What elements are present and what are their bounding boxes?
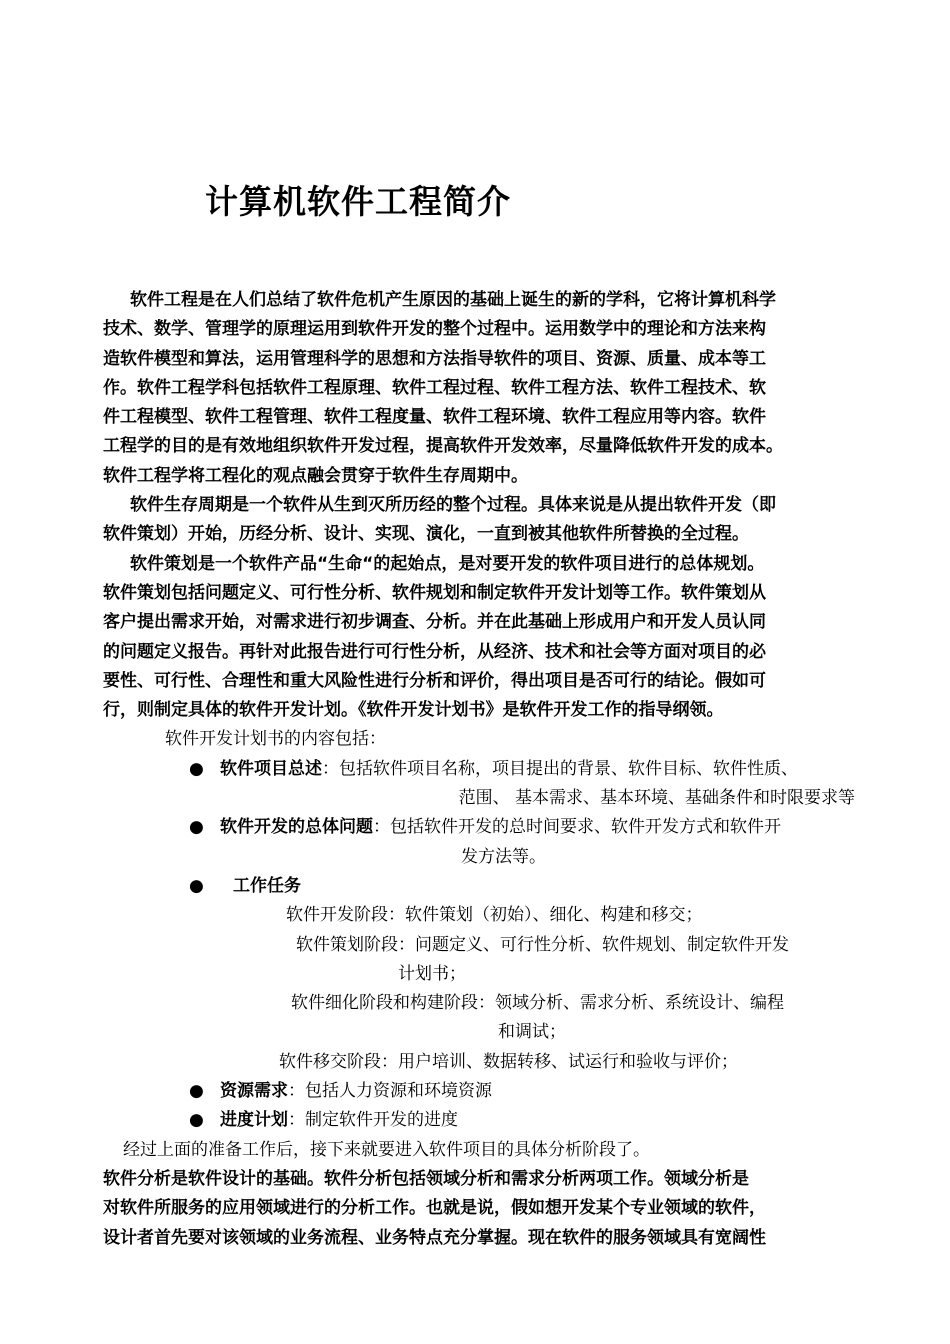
- bullet-label: 软件项目总述: [220, 758, 322, 779]
- text-line: 行，则制定具体的软件开发计划。《软件开发计划书》是软件开发工作的指导纲领。: [103, 700, 724, 721]
- document-body: [103, 286, 863, 1253]
- text-line: 作。软件工程学科包括软件工程原理、软件工程过程、软件工程方法、软件工程技术、软: [103, 377, 766, 398]
- text-line: 的问题定义报告。再针对此报告进行可行性分析，从经济、技术和社会等方面对项目的必: [103, 641, 766, 662]
- bullet-label: 进度计划: [220, 1110, 288, 1131]
- bullet-text: ：包括软件开发的总时间要求、软件开发方式和软件开: [373, 817, 781, 838]
- task-line: 计划书；: [398, 963, 466, 984]
- text-line: 软件工程学将工程化的观点融会贯穿于软件生存周期中。: [103, 465, 528, 486]
- lifecycle-paragraph: [103, 491, 863, 550]
- bullet-text: ：制定软件开发的进度: [288, 1110, 458, 1131]
- intro-paragraph: [103, 286, 863, 491]
- bullet-icon: ●: [189, 817, 204, 838]
- text-line: 对软件所服务的应用领域进行的分析工作。也就是说，假如想开发某个专业领域的软件，: [103, 1198, 766, 1219]
- bullet-text: ：包括软件项目名称，项目提出的背景、软件目标、软件性质、: [322, 758, 798, 779]
- bullet-item-general: [103, 813, 863, 872]
- task-list: [103, 901, 863, 1077]
- bullet-text: ：包括人力资源和环境资源: [288, 1081, 492, 1102]
- bullet-item-schedule: [103, 1106, 863, 1135]
- text-line: 软件策划包括问题定义、可行性分析、软件规划和制定软件开发计划等工作。软件策划从: [103, 582, 766, 603]
- bullet-item-tasks: [103, 872, 863, 901]
- bullet-continuation: 范围、 基本需求、基本环境、基础条件和时限要求等: [458, 788, 855, 809]
- text-line: 软件策划）开始，历经分析、设计、实现、演化，一直到被其他软件所替换的全过程。: [103, 524, 749, 545]
- text-line: 件工程模型、软件工程管理、软件工程度量、软件工程环境、软件工程应用等内容。软件: [103, 407, 766, 428]
- text-line: 技术、数学、管理学的原理运用到软件开发的整个过程中。运用数学中的理论和方法来构: [103, 319, 766, 340]
- task-line: 软件策划阶段：问题定义、可行性分析、软件规划、制定软件开发: [296, 934, 789, 955]
- text-line: 软件策划是一个软件产品“生命“的起始点，是对要开发的软件项目进行的总体规划。: [130, 553, 765, 574]
- bullet-label: 资源需求: [220, 1081, 288, 1102]
- text-line: 软件生存周期是一个软件从生到灭所历经的整个过程。具体来说是从提出软件开发（即: [130, 495, 776, 516]
- text-line: 软件分析是软件设计的基础。软件分析包括领域分析和需求分析两项工作。领域分析是: [103, 1168, 749, 1189]
- text-line: 设计者首先要对该领域的业务流程、业务特点充分掌握。现在软件的服务领域具有宽阔性: [103, 1227, 766, 1248]
- task-line: 和调试；: [498, 1022, 566, 1043]
- plan-contents-heading: 软件开发计划书的内容包括：: [165, 729, 386, 750]
- text-line: 造软件模型和算法，运用管理科学的思想和方法指导软件的项目、资源、质量、成本等工: [103, 348, 766, 369]
- analysis-paragraph: [103, 1165, 863, 1253]
- text-line: 客户提出需求开始，对需求进行初步调查、分析。并在此基础上形成用户和开发人员认同: [103, 612, 766, 633]
- task-line: 软件细化阶段和构建阶段：领域分析、需求分析、系统设计、编程: [291, 993, 784, 1014]
- bullet-icon: ●: [189, 875, 204, 896]
- task-line: 软件移交阶段：用户培训、数据转移、试运行和验收与评价；: [279, 1051, 738, 1072]
- document-title: 计算机软件工程简介: [205, 182, 511, 221]
- text-line: 要性、可行性、合理性和重大风险性进行分析和评价，得出项目是否可行的结论。假如可: [103, 670, 766, 691]
- bullet-icon: ●: [189, 1081, 204, 1102]
- bullet-icon: ●: [189, 758, 204, 779]
- bullet-continuation: 发方法等。: [461, 846, 546, 867]
- bullet-item-resources: [103, 1077, 863, 1106]
- bullet-label: 软件开发的总体问题: [220, 817, 373, 838]
- text-line: 工程学的目的是有效地组织软件开发过程，提高软件开发效率，尽量降低软件开发的成本。: [103, 436, 783, 457]
- task-line: 软件开发阶段：软件策划（初始）、细化、构建和移交；: [286, 905, 703, 926]
- transition-sentence: 经过上面的准备工作后，接下来就要进入软件项目的具体分析阶段了。: [123, 1139, 650, 1160]
- text-line: 软件工程是在人们总结了软件危机产生原因的基础上诞生的新的学科，它将计算机科学: [130, 290, 776, 310]
- bullet-label: 工作任务: [233, 875, 301, 896]
- planning-paragraph: [103, 550, 863, 726]
- bullet-item-overview: [103, 755, 863, 814]
- bullet-icon: ●: [189, 1110, 204, 1131]
